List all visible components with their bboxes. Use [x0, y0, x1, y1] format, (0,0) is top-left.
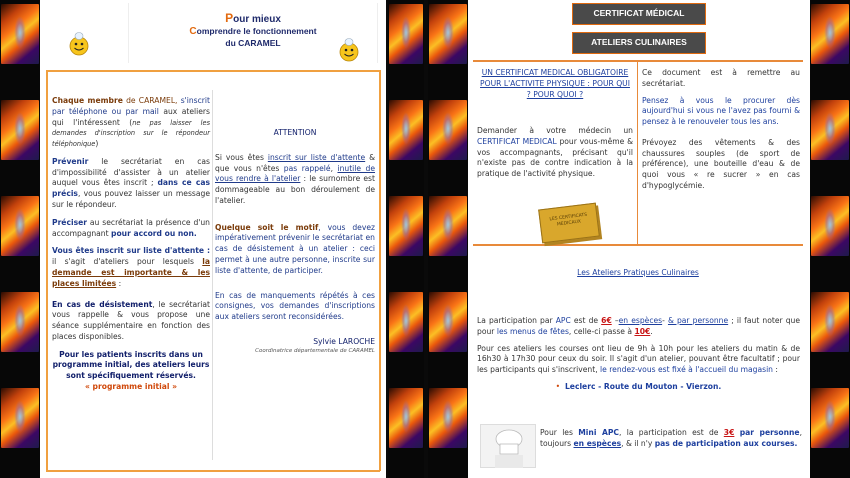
ateliers-culinaires-button[interactable]: ATELIERS CULINAIRES: [572, 32, 706, 54]
frame-left-line: [46, 70, 48, 471]
apc-heading: Les Ateliers Pratiques Culinaires: [577, 268, 699, 277]
apc-tarif: La participation par APC est de 6€ –en espèces- & par personne ; il faut noter que pour les menus de fêtes, celle-ci passe à 10€.: [477, 316, 801, 336]
apc-courses: Pour ces ateliers les courses ont lieu de 9h à 10h pour les ateliers du matin & de 16h30 à 17h30 pour ceux du soir. Il s'agit d'un atelier, pouvant être facultatif ; pour les participants qui s'inscrivent, le rendez-vous est fixé à l'accueil du magasin :: [477, 343, 800, 375]
paragraph-manquements: En cas de manquements répétés à ces consignes, vos demandes d'inscriptions aux ateliers seront reconsidérées.: [215, 290, 375, 322]
paragraph-desistement: En cas de désistement, le secrétariat vous rappelle & vous propose une séance supplémentaire en fonction des places disponibles.: [52, 299, 210, 341]
section-divider-vertical: [637, 62, 638, 244]
frame-right-line: [379, 70, 381, 471]
apc-body: [477, 316, 800, 399]
paragraph-prevenir: Prévenir le secrétariat en cas d'impossibilité d'assister à un atelier auquel vous êtes inscrit ; dans ce cas précis, vous pouvez laisser un message sur le répondeur.: [52, 156, 210, 210]
mini-apc-text: Pour les Mini APC, la participation est de 3€ par personne, toujours en espèces, & il n'y pas de participation aux courses.: [540, 428, 802, 448]
paragraph-preciser: Préciser au secrétariat la présence d'un accompagnant pour accord ou non.: [52, 217, 210, 238]
paragraph-liste-attente: Vous êtes inscrit sur liste d'attente : il s'agit d'ateliers pour lesquels la demande est importante & les places limitées :: [52, 246, 210, 288]
chef-image: [480, 424, 536, 468]
column-divider: [212, 90, 213, 460]
paragraph-programme: Pour les patients inscrits dans un programme initial, des ateliers leurs sont spécifiquement réservés. « programme initial »: [52, 349, 210, 391]
certificat-book-image: LES CERTIFICATS MEDICAUX: [538, 203, 600, 244]
signature-name: Sylvie LAROCHE: [313, 336, 375, 346]
art-strip-right-1: [810, 0, 850, 478]
paragraph-inscription: Chaque membre de CARAMEL, s'inscrit par téléphone ou par mail aux ateliers qui l'intéressent (ne pas laisser les demandes d'inscription sur le répondeur téléphonique): [52, 96, 210, 149]
certificat-medical-button[interactable]: CERTIFICAT MÉDICAL: [572, 3, 706, 25]
frame-top-line: [46, 70, 380, 72]
right-column: [215, 128, 375, 363]
smiley-lightbulb-icon: [336, 38, 362, 62]
page-title: Pour mieux: [225, 11, 281, 25]
smiley-lightbulb-icon: [66, 32, 92, 56]
certificat-body: Demander à votre médecin un CERTIFICAT MEDICAL pour vous-même & vos accompagnants, précisant qu'il n'existe pas de contre indication à la pratique de l'activité physique.: [477, 126, 633, 179]
art-strip-left-1: [0, 0, 40, 478]
page-subtitle-line2: du CARAMEL: [225, 38, 281, 48]
page-subtitle: Comprendre le fonctionnement: [189, 26, 317, 37]
apc-bullet: • Leclerc - Route du Mouton - Vierzon.: [555, 381, 722, 391]
art-strip-mid: [428, 0, 468, 478]
paragraph-attente-rappel: Si vous êtes inscrit sur liste d'attente & que vous n'êtes pas rappelé, inutile de vous rendre à l'atelier : le surnombre est dommageable au bon déroulement de l'atelier.: [215, 152, 376, 205]
art-strip-left-2: [388, 0, 424, 478]
paragraph-motif: Quelque soit le motif, vous devez impérativement prévenir le secrétariat en cas de désistement à un atelier : ceci permet à une autre personne, inscrite sur liste d'attente, de participer.: [215, 222, 375, 275]
section-mid-line: [473, 244, 803, 246]
signature-role: Coordinatrice départementale de CARAMEL: [255, 347, 375, 354]
certificat-heading: UN CERTIFICAT MEDICAL OBLIGATOIRE POUR L'ACTIVITE PHYSIQUE : POUR QUI ? POUR QUOI ?: [480, 68, 630, 99]
left-column: [52, 96, 210, 400]
certificat-right-column: Ce document est à remettre au secrétariat. Pensez à vous le procurer dès aujourd'hui si vous ne l'avez pas fourni & pensez à le renouveler tous les ans. Prévoyez des vêtements & des chaussures souples (de sport de préférence), une bouteille d'eau & de quoi vous « re sucrer » en cas d'hypoglycémie.: [642, 68, 800, 191]
attention-heading: ATTENTION: [273, 128, 317, 137]
frame-bottom-line: [46, 470, 380, 472]
